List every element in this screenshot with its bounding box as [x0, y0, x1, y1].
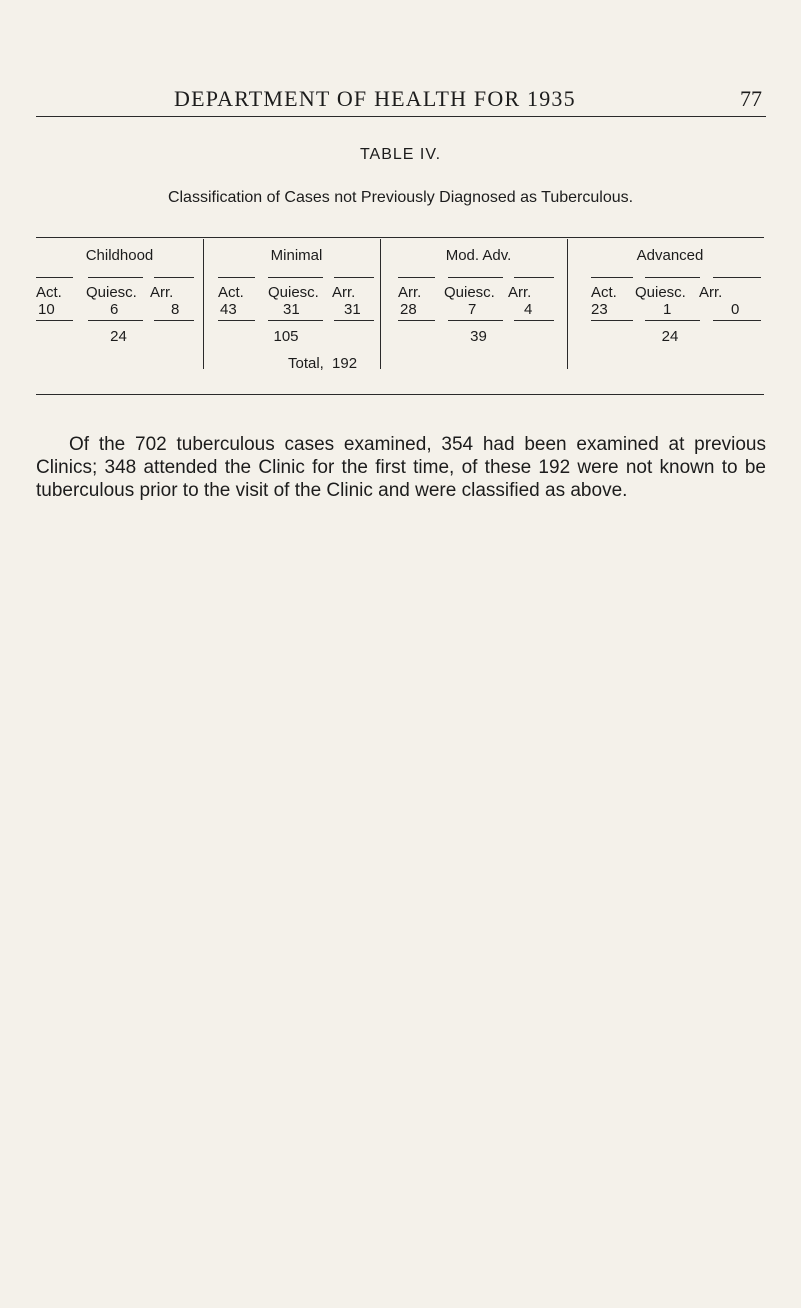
sub-rule — [334, 277, 374, 278]
group-minimal — [218, 239, 380, 369]
table-bottom-rule — [36, 394, 764, 395]
sub-rule — [154, 277, 194, 278]
value-act: 10 — [38, 301, 55, 318]
sub-label-arr: Arr. — [332, 284, 356, 301]
sub-rule — [88, 277, 143, 278]
value-arr: 28 — [400, 301, 417, 318]
sub-rule — [268, 277, 323, 278]
column-divider — [380, 239, 381, 369]
sub-rule — [591, 320, 633, 321]
column-divider — [203, 239, 204, 369]
value-arr: 4 — [524, 301, 533, 318]
value-act: 43 — [220, 301, 237, 318]
value-quiesc: 1 — [663, 301, 672, 318]
sub-label-arr: Arr. — [699, 284, 723, 301]
sub-rule — [36, 320, 73, 321]
sub-rule — [591, 277, 633, 278]
value-arr: 8 — [171, 301, 180, 318]
table-title: TABLE IV. — [359, 146, 442, 163]
sub-label-act: Act. — [218, 284, 244, 301]
value-arr: 31 — [344, 301, 361, 318]
value-quiesc: 6 — [110, 301, 119, 318]
sub-rule — [713, 320, 761, 321]
group-name: Mod. Adv. — [445, 247, 512, 264]
sub-label-arr: Arr. — [398, 284, 422, 301]
sub-rule — [398, 277, 435, 278]
sub-label-arr: Arr. — [150, 284, 174, 301]
sub-rule — [713, 277, 761, 278]
group-mod-adv — [398, 239, 567, 369]
table-top-rule — [36, 237, 764, 238]
page-number: 77 — [740, 86, 762, 111]
group-total: 105 — [273, 328, 299, 345]
sub-rule — [645, 277, 700, 278]
value-quiesc: 31 — [283, 301, 300, 318]
sub-rule — [448, 320, 503, 321]
group-name: Minimal — [270, 247, 323, 264]
sub-rule — [514, 277, 554, 278]
sub-rule — [218, 320, 255, 321]
group-total: 24 — [661, 328, 679, 345]
body-paragraph: Of the 702 tuberculous cases examined, 354 had been examined at previous Clinics; 348 attended the Clinic for the first time, of these 192 were not known to be tuberculous prior to the visit of the Clinic and were classified as above. — [36, 434, 766, 501]
value-quiesc: 7 — [468, 301, 477, 318]
group-total: 24 — [110, 328, 127, 345]
group-name: Childhood — [85, 247, 154, 264]
running-title: DEPARTMENT OF HEALTH FOR 1935 — [174, 86, 576, 111]
column-divider — [567, 239, 568, 369]
sub-label-act: Act. — [36, 284, 62, 301]
sub-label-quiesc: Quiesc. — [268, 284, 319, 301]
sub-rule — [645, 320, 700, 321]
sub-rule — [154, 320, 194, 321]
group-total: 39 — [470, 328, 487, 345]
sub-rule — [448, 277, 503, 278]
value-arr: 0 — [731, 301, 740, 318]
sub-rule — [88, 320, 143, 321]
group-name: Advanced — [636, 247, 704, 264]
running-header — [36, 80, 766, 117]
sub-rule — [218, 277, 255, 278]
group-childhood — [36, 239, 203, 369]
sub-rule — [398, 320, 435, 321]
group-advanced — [585, 239, 765, 369]
sub-label-quiesc: Quiesc. — [635, 284, 686, 301]
sub-label-arr: Arr. — [508, 284, 532, 301]
sub-label-quiesc: Quiesc. — [444, 284, 495, 301]
sub-label-act: Act. — [591, 284, 617, 301]
sub-rule — [36, 277, 73, 278]
table-caption: Classification of Cases not Previously Diagnosed as Tuberculous. — [167, 189, 634, 206]
sub-label-quiesc: Quiesc. — [86, 284, 137, 301]
sub-rule — [268, 320, 323, 321]
value-act: 23 — [591, 301, 608, 318]
sub-rule — [514, 320, 554, 321]
grand-total: Total, 192 — [288, 355, 358, 372]
sub-rule — [334, 320, 374, 321]
